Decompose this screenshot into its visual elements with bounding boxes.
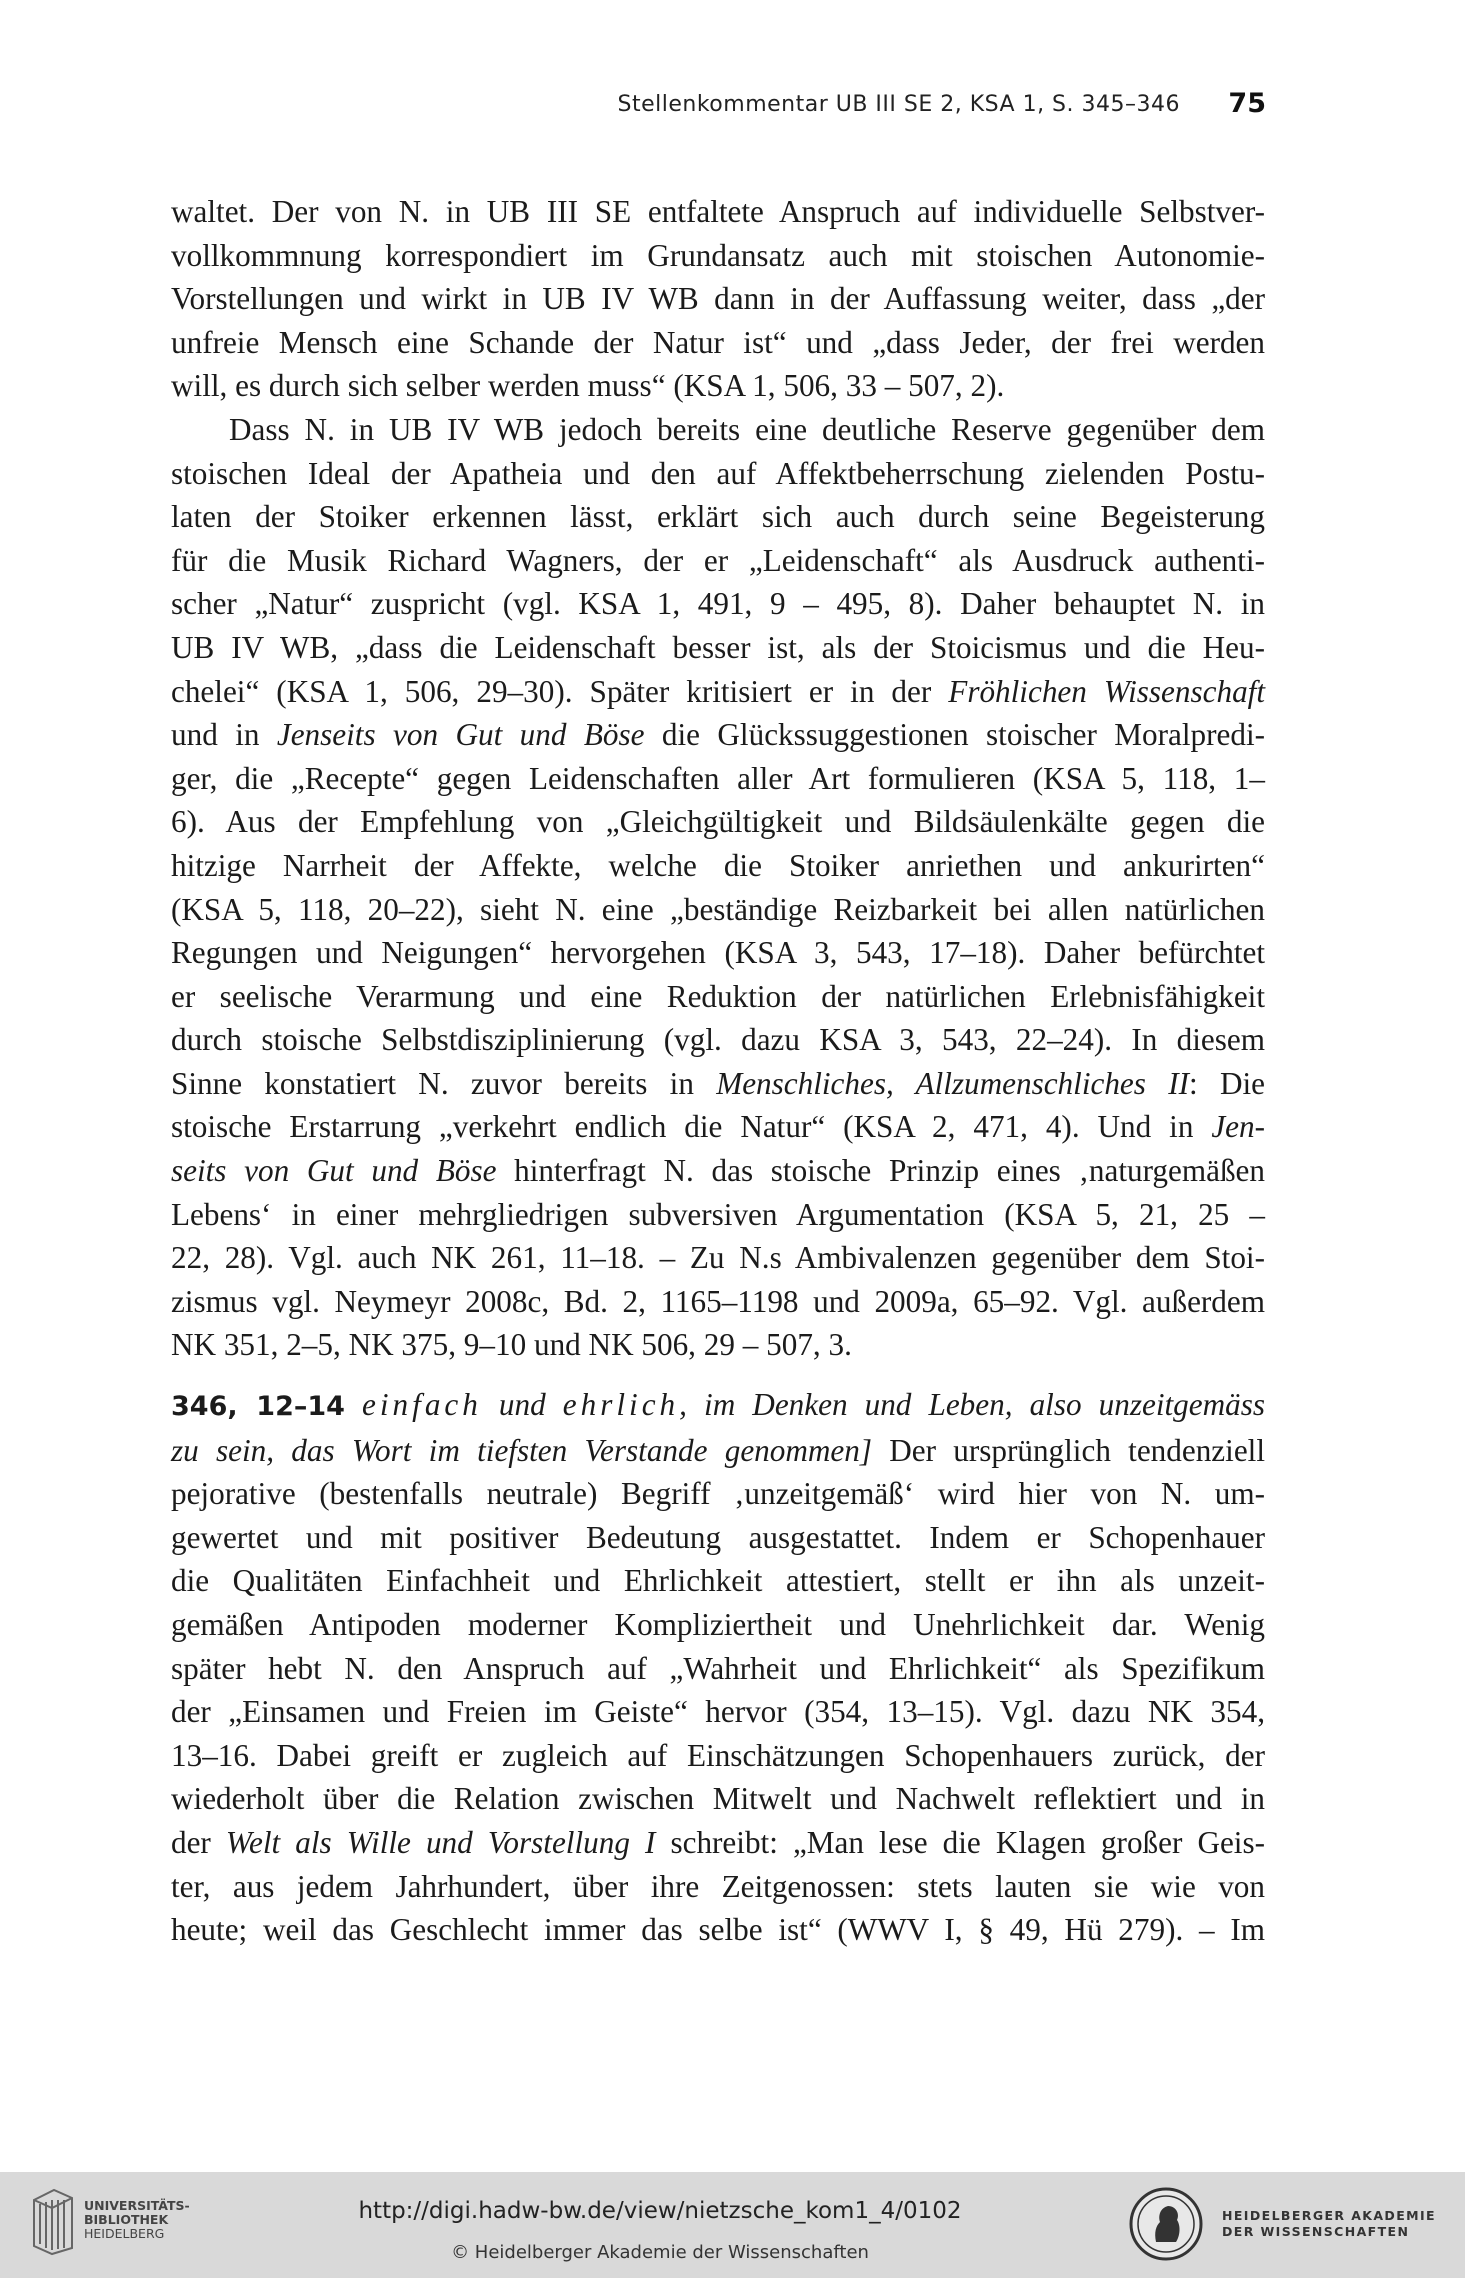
work-title: Jenseits von Gut und Böse xyxy=(276,717,645,753)
academy-name-line: HEIDELBERGER AKADEMIE xyxy=(1222,2208,1436,2223)
text-line: gemäßen Antipoden moderner Kompliziertheit und Unehrlichkeit dar. Wenig xyxy=(171,1607,1265,1642)
commentary-entry xyxy=(171,1383,1265,1952)
text-line: durch stoische Selbstdisziplinierung (vgl. dazu KSA 3, 543, 22–24). In diesem xyxy=(171,1022,1265,1058)
university-library-name xyxy=(84,2199,190,2241)
text-line: Regungen und Neigungen“ hervorgehen (KSA 3, 543, 17–18). Daher befürchtet xyxy=(171,935,1265,971)
ub-name-line: UNIVERSITÄTS- xyxy=(84,2198,190,2213)
academy-name-line: DER WISSENSCHAFTEN xyxy=(1222,2224,1410,2239)
text-line: gewertet und mit positiver Bedeutung ausgestattet. Indem er Schopenhauer xyxy=(171,1519,1265,1555)
university-library-logo[interactable] xyxy=(30,2186,190,2256)
text-line: UB IV WB, „dass die Leidenschaft besser ist, als der Stoicismus und die Heu- xyxy=(171,629,1265,665)
lemma-text: , im Denken und Leben, also unzeitgemäss xyxy=(679,1387,1265,1423)
text-line xyxy=(171,1105,1265,1149)
work-title: Menschliches, Allzumenschliches II xyxy=(716,1065,1189,1101)
text-segment: chelei“ (KSA 1, 506, 29–30). Später kritisiert er in der xyxy=(171,673,949,709)
text-line: wiederholt über die Relation zwischen Mitwelt und Nachwelt reflektiert und in xyxy=(171,1781,1265,1817)
text-line xyxy=(171,1062,1265,1106)
work-title: seits von Gut und Böse xyxy=(171,1153,497,1189)
text-line: (KSA 5, 118, 20–22), sieht N. eine „beständige Reizbarkeit bei allen natürlichen xyxy=(171,891,1265,927)
text-line: Dass N. in UB IV WB jedoch bereits eine deutliche Reserve gegenüber dem xyxy=(229,411,1265,447)
text-line: zismus vgl. Neymeyr 2008c, Bd. 2, 1165–1198 und 2009a, 65–92. Vgl. außerdem xyxy=(171,1283,1265,1319)
text-line: NK 351, 2–5, NK 375, 9–10 und NK 506, 29 – 507, 3. xyxy=(171,1327,852,1363)
text-line: 13–16. Dabei greift er zugleich auf Einschätzungen Schopenhauers zurück, der xyxy=(171,1737,1265,1773)
text-line xyxy=(171,1821,1265,1865)
text-segment: die Glückssuggestionen stoischer Moralpredi- xyxy=(644,717,1265,753)
page-header xyxy=(0,88,1465,128)
text-line: pejorative (bestenfalls neutrale) Begriff ‚unzeitgemäß‘ wird hier von N. um- xyxy=(171,1476,1265,1512)
footer-bar xyxy=(0,2172,1465,2278)
text-line xyxy=(171,670,1265,714)
text-line: der „Einsamen und Freien im Geiste“ hervor (354, 13–15). Vgl. dazu NK 354, xyxy=(171,1694,1265,1730)
text-line xyxy=(171,1149,1265,1193)
text-segment: Sinne konstatiert N. zuvor bereits in xyxy=(171,1065,717,1101)
commentary-text xyxy=(171,190,1265,1952)
copyright-notice: © Heidelberger Akademie der Wissenschaften xyxy=(451,2242,869,2263)
text-line: ter, aus jedem Jahrhundert, über ihre Zeitgenossen: stets lauten sie wie von xyxy=(171,1868,1265,1904)
academy-seal-icon[interactable] xyxy=(1128,2186,1204,2262)
text-segment: stoische Erstarrung „verkehrt endlich die Natur“ (KSA 2, 471, 4). Und in xyxy=(171,1109,1212,1145)
text-line: später hebt N. den Anspruch auf „Wahrheit und Ehrlichkeit“ als Spezifikum xyxy=(171,1650,1265,1686)
text-line: ger, die „Recepte“ gegen Leidenschaften aller Art formulieren (KSA 5, 118, 1– xyxy=(171,760,1265,796)
library-building-icon xyxy=(30,2186,76,2256)
lemma-text: und xyxy=(481,1387,563,1423)
text-segment: und in xyxy=(171,717,277,753)
lemma-spaced: einfach xyxy=(362,1387,482,1423)
text-line xyxy=(171,1429,1265,1473)
text-line: waltet. Der von N. in UB III SE entfaltete Anspruch auf individuelle Selbstver- xyxy=(171,194,1265,229)
running-title: Stellenkommentar UB III SE 2, KSA 1, S. 345–346 xyxy=(617,92,1180,117)
text-segment: Der ursprünglich tendenziell xyxy=(871,1432,1265,1468)
text-line: hitzige Narrheit der Affekte, welche die Stoiker anriethen und ankurirten“ xyxy=(171,847,1265,883)
text-line: vollkommnung korrespondiert im Grundansatz auch mit stoischen Autonomie- xyxy=(171,237,1265,273)
text-segment: : Die xyxy=(1188,1065,1265,1101)
work-title: Fröhlichen Wissenschaft xyxy=(948,673,1265,709)
text-line xyxy=(171,713,1265,757)
permalink-url[interactable]: http://digi.hadw-bw.de/view/nietzsche_kom1_4/0102 xyxy=(358,2198,962,2224)
paragraph-1 xyxy=(171,190,1265,408)
text-line: 22, 28). Vgl. auch NK 261, 11–18. – Zu N.s Ambivalenzen gegenüber dem Stoi- xyxy=(171,1240,1265,1276)
lemma-text: zu sein, das Wort im tiefsten Verstande genommen] xyxy=(171,1432,872,1468)
text-segment: der xyxy=(171,1824,226,1860)
page-number: 75 xyxy=(1228,88,1266,119)
text-line: für die Musik Richard Wagners, der er „Leidenschaft“ als Ausdruck authenti- xyxy=(171,542,1265,578)
text-line: er seelische Verarmung und eine Reduktion der natürlichen Erlebnisfähigkeit xyxy=(171,978,1265,1014)
text-segment: hinterfragt N. das stoische Prinzip eines ‚naturgemäßen xyxy=(496,1153,1265,1189)
text-line: scher „Natur“ zuspricht (vgl. KSA 1, 491, 9 – 495, 8). Daher behauptet N. in xyxy=(171,586,1265,622)
text-line: heute; weil das Geschlecht immer das selbe ist“ (WWV I, § 49, Hü 279). – Im xyxy=(171,1912,1265,1948)
work-title: Jen- xyxy=(1211,1109,1265,1145)
text-line: will, es durch sich selber werden muss“ (KSA 1, 506, 33 – 507, 2). xyxy=(171,368,1005,404)
text-line: Lebens‘ in einer mehrgliedrigen subversiven Argumentation (KSA 5, 21, 25 – xyxy=(171,1196,1265,1232)
line-reference: 346, 12–14 xyxy=(171,1391,345,1423)
academy-name xyxy=(1222,2208,1436,2240)
ub-name-line: HEIDELBERG xyxy=(84,2226,165,2241)
text-line: 6). Aus der Empfehlung von „Gleichgültigkeit und Bildsäulenkälte gegen die xyxy=(171,804,1265,840)
ub-name-line: BIBLIOTHEK xyxy=(84,2212,169,2227)
work-title: Welt als Wille und Vorstellung I xyxy=(225,1824,656,1860)
text-line: stoischen Ideal der Apatheia und den auf Affektbeherrschung zielenden Postu- xyxy=(171,455,1265,491)
text-line: Vorstellungen und wirkt in UB IV WB dann in der Auffassung weiter, dass „der xyxy=(171,281,1265,317)
text-line: unfreie Mensch eine Schande der Natur ist“ und „dass Jeder, der frei werden xyxy=(171,324,1265,360)
lemma-line xyxy=(171,1383,1265,1429)
text-line: laten der Stoiker erkennen lässt, erklärt sich auch durch seine Begeisterung xyxy=(171,499,1265,535)
text-segment: schreibt: „Man lese die Klagen großer Geis- xyxy=(655,1824,1265,1860)
text-line: die Qualitäten Einfachheit und Ehrlichkeit attestiert, stellt er ihn als unzeit- xyxy=(171,1563,1265,1599)
lemma-spaced: ehrlich xyxy=(562,1387,680,1423)
paragraph-2 xyxy=(171,408,1265,1367)
